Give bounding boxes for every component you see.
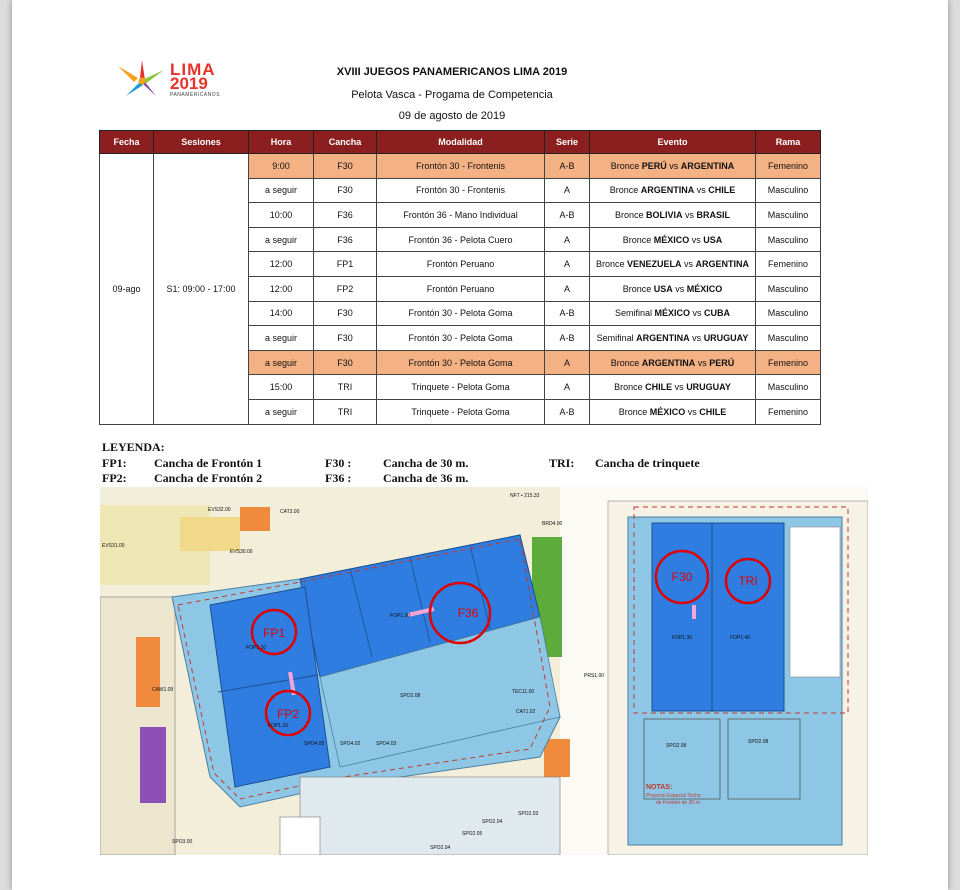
cell-cancha: TRI bbox=[314, 375, 377, 400]
cell-modalidad: Frontón 30 - Pelota Goma bbox=[377, 301, 545, 326]
cell-cancha: F30 bbox=[314, 178, 377, 203]
evento-fase: Bronce bbox=[614, 382, 643, 393]
plan-left-building bbox=[100, 597, 175, 855]
plan-orange-right bbox=[544, 739, 570, 777]
evento-equipo-a: MÉXICO bbox=[649, 406, 686, 417]
cell-rama: Femenino bbox=[756, 154, 821, 179]
cell-serie: A-B bbox=[545, 301, 590, 326]
cell-sesion: S1: 09:00 - 17:00 bbox=[154, 154, 249, 425]
cell-cancha: F30 bbox=[314, 326, 377, 351]
legend-title: LEYENDA: bbox=[102, 440, 165, 454]
cell-serie: A bbox=[545, 178, 590, 203]
evento-equipo-b: ARGENTINA bbox=[695, 259, 750, 270]
evento-equipo-b: URUGUAY bbox=[703, 332, 749, 343]
table-row bbox=[100, 154, 821, 179]
cell-modalidad: Frontón Peruano bbox=[377, 252, 545, 277]
court-label-tri: TRI bbox=[738, 574, 758, 588]
cell-hora: 9:00 bbox=[249, 154, 314, 179]
cell-modalidad: Frontón 36 - Mano Individual bbox=[377, 203, 545, 228]
plan-label-spo8: SPO2.04 bbox=[482, 819, 503, 825]
plan-purple-room bbox=[140, 727, 166, 803]
cell-serie: A bbox=[545, 375, 590, 400]
cell-modalidad: Trinquete - Pelota Goma bbox=[377, 375, 545, 400]
plan-label-spo7: SPO2.03 bbox=[518, 811, 539, 817]
cell-evento bbox=[590, 301, 756, 326]
plan-notes-title: NOTAS: bbox=[646, 784, 673, 791]
legend-code-f36: F36 : bbox=[325, 471, 352, 485]
cell-hora: a seguir bbox=[249, 178, 314, 203]
evento-equipo-a: ARGENTINA bbox=[640, 185, 695, 196]
evento-equipo-b: ARGENTINA bbox=[680, 160, 735, 171]
court-label-f36: F36 bbox=[457, 606, 479, 620]
cell-serie: A bbox=[545, 227, 590, 252]
evento-vs: vs bbox=[687, 406, 697, 417]
cell-evento bbox=[590, 154, 756, 179]
evento-vs: vs bbox=[669, 160, 679, 171]
legend-desc-fp1: Cancha de Frontón 1 bbox=[154, 456, 263, 470]
document-date: 09 de agosto de 2019 bbox=[398, 110, 506, 122]
cell-cancha: F30 bbox=[314, 350, 377, 375]
plan-notes-line-1: Proyecto Especial Techo bbox=[646, 793, 701, 799]
cell-rama: Masculino bbox=[756, 203, 821, 228]
evento-equipo-a: CHILE bbox=[645, 382, 673, 393]
cell-cancha: FP1 bbox=[314, 252, 377, 277]
plan-label-spo4: SPO4.05 bbox=[304, 741, 325, 747]
evento-fase: Bronce bbox=[614, 209, 644, 220]
evento-vs: vs bbox=[697, 357, 707, 368]
plan-label-tec: TEC11.00 bbox=[512, 689, 535, 695]
cell-cancha: F36 bbox=[314, 203, 377, 228]
cell-modalidad: Frontón 36 - Pelota Cuero bbox=[377, 227, 545, 252]
plan-label-spo6: SPO4.03 bbox=[376, 741, 397, 747]
cell-rama: Masculino bbox=[756, 178, 821, 203]
evento-vs: vs bbox=[696, 185, 706, 196]
plan-spo-room-2 bbox=[728, 719, 800, 799]
evento-fase: Bronce bbox=[618, 406, 648, 417]
logo-word: LIMA bbox=[170, 60, 216, 79]
cell-hora: a seguir bbox=[249, 227, 314, 252]
evento-vs: vs bbox=[675, 283, 685, 294]
cell-hora: 12:00 bbox=[249, 276, 314, 301]
cell-evento bbox=[590, 375, 756, 400]
evento-equipo-a: USA bbox=[653, 283, 673, 294]
col-header-sesiones: Sesiones bbox=[154, 131, 249, 154]
plan-bottom-room-a bbox=[280, 817, 320, 855]
evento-equipo-a: ARGENTINA bbox=[641, 357, 696, 368]
col-header-rama: Rama bbox=[756, 131, 821, 154]
cell-modalidad: Frontón Peruano bbox=[377, 276, 545, 301]
cell-serie: A-B bbox=[545, 326, 590, 351]
plan-label-spo5: SPO4.02 bbox=[340, 741, 361, 747]
logo-year: 2019 bbox=[170, 74, 208, 93]
plan-label-spo10: SPO3.00 bbox=[172, 839, 193, 845]
evento-equipo-a: VENEZUELA bbox=[627, 259, 682, 270]
col-header-cancha: Cancha bbox=[314, 131, 377, 154]
cell-rama: Masculino bbox=[756, 375, 821, 400]
evento-equipo-a: ARGENTINA bbox=[636, 332, 690, 343]
legend-desc-tri: Cancha de trinquete bbox=[595, 456, 700, 470]
cell-modalidad: Frontón 30 - Frontenis bbox=[377, 178, 545, 203]
evento-fase: Bronce bbox=[622, 234, 652, 245]
cell-hora: 15:00 bbox=[249, 375, 314, 400]
plan-orange-block bbox=[240, 507, 270, 531]
cell-hora: a seguir bbox=[249, 399, 314, 424]
cell-modalidad: Frontón 30 - Pelota Goma bbox=[377, 326, 545, 351]
plan-label-caw: CAW1.09 bbox=[152, 687, 174, 693]
cell-serie: A-B bbox=[545, 399, 590, 424]
legend-code-tri: TRI: bbox=[549, 456, 575, 470]
evento-fase: Bronce bbox=[610, 160, 640, 171]
cell-fecha: 09-ago bbox=[100, 154, 154, 425]
cell-rama: Femenino bbox=[756, 350, 821, 375]
court-label-fp1: FP1 bbox=[262, 626, 286, 640]
cell-rama: Femenino bbox=[756, 399, 821, 424]
cell-serie: A bbox=[545, 276, 590, 301]
cell-cancha: FP2 bbox=[314, 276, 377, 301]
evento-fase: Bronce bbox=[622, 283, 652, 294]
plan-label-evs1: EVS32.00 bbox=[208, 507, 231, 513]
evento-equipo-b: URUGUAY bbox=[686, 382, 731, 393]
plan-label-spo11: SPO2.04 bbox=[430, 845, 451, 851]
col-header-fecha: Fecha bbox=[100, 131, 154, 154]
cell-hora: a seguir bbox=[249, 326, 314, 351]
cell-evento bbox=[590, 227, 756, 252]
cell-hora: 14:00 bbox=[249, 301, 314, 326]
plan-label-prs: PRS1.00 bbox=[584, 673, 605, 679]
evento-vs: vs bbox=[685, 209, 695, 220]
venue-floor-plan bbox=[100, 487, 868, 855]
legend-desc-f36: Cancha de 36 m. bbox=[383, 471, 469, 485]
evento-equipo-a: BOLIVIA bbox=[646, 209, 683, 220]
plan-right-rooms bbox=[790, 527, 840, 677]
document-title: XVIII JUEGOS PANAMERICANOS LIMA 2019 bbox=[336, 66, 568, 78]
plan-notes-line-2: de Frontón de 30 m. bbox=[656, 800, 702, 806]
plan-label-spo1: SPO2.08 bbox=[400, 693, 421, 699]
legend-desc-fp2: Cancha de Frontón 2 bbox=[154, 471, 263, 485]
evento-equipo-a: PERÚ bbox=[641, 160, 667, 171]
plan-label-fop1: FOP1.10 bbox=[246, 645, 267, 651]
cell-cancha: F36 bbox=[314, 227, 377, 252]
plan-label-cat1: CAT3.00 bbox=[280, 509, 300, 515]
evento-vs: vs bbox=[691, 234, 701, 245]
plan-label-spo2: SPO2.08 bbox=[666, 743, 687, 749]
cell-hora: 12:00 bbox=[249, 252, 314, 277]
table-header-row bbox=[100, 131, 821, 154]
logo-sub: PANAMERICANOS bbox=[170, 92, 221, 98]
legend-desc-f30: Cancha de 30 m. bbox=[383, 456, 469, 470]
plan-label-spo9: SPO2.05 bbox=[462, 831, 483, 837]
evento-equipo-a: MÉXICO bbox=[653, 234, 690, 245]
legend-code-f30: F30 : bbox=[325, 456, 352, 470]
col-header-serie: Serie bbox=[545, 131, 590, 154]
evento-equipo-b: BRASIL bbox=[696, 209, 731, 220]
evento-equipo-b: CHILE bbox=[699, 406, 727, 417]
legend-code-fp2: FP2: bbox=[102, 471, 127, 485]
evento-equipo-b: MÉXICO bbox=[686, 283, 723, 294]
cell-serie: A bbox=[545, 350, 590, 375]
col-header-hora: Hora bbox=[249, 131, 314, 154]
cell-evento bbox=[590, 178, 756, 203]
schedule-table bbox=[99, 130, 821, 425]
evento-equipo-b: CUBA bbox=[704, 308, 731, 319]
cell-serie: A-B bbox=[545, 203, 590, 228]
cell-evento bbox=[590, 326, 756, 351]
cell-evento bbox=[590, 203, 756, 228]
document-subtitle: Pelota Vasca - Progama de Competencia bbox=[351, 89, 553, 101]
plan-label-evs2: EVS31.00 bbox=[102, 543, 125, 549]
evento-equipo-b: PERÚ bbox=[709, 357, 735, 368]
evento-vs: vs bbox=[692, 332, 702, 343]
plan-label-brd: BRD4.00 bbox=[542, 521, 563, 527]
evento-fase: Semifinal bbox=[614, 308, 652, 319]
plan-yellow-block bbox=[180, 517, 240, 551]
cell-serie: A-B bbox=[545, 154, 590, 179]
plan-label-fop3: FOP1.30 bbox=[672, 635, 693, 641]
evento-equipo-b: CHILE bbox=[708, 185, 736, 196]
plan-label-evs3: EVS30.00 bbox=[230, 549, 253, 555]
cell-serie: A bbox=[545, 252, 590, 277]
cell-hora: a seguir bbox=[249, 350, 314, 375]
plan-label-fop2: FOP1.20 bbox=[390, 613, 411, 619]
lima-2019-logo bbox=[112, 58, 242, 100]
cell-modalidad: Trinquete - Pelota Goma bbox=[377, 399, 545, 424]
col-header-evento: Evento bbox=[590, 131, 756, 154]
logo-star-icon bbox=[112, 58, 170, 100]
court-f30-tri bbox=[652, 523, 784, 711]
plan-orange-stair-top bbox=[136, 637, 160, 707]
evento-vs: vs bbox=[684, 259, 694, 270]
evento-equipo-b: USA bbox=[703, 234, 723, 245]
evento-fase: Bronce bbox=[610, 357, 640, 368]
court-label-fp2: FP2 bbox=[276, 707, 300, 721]
cell-rama: Masculino bbox=[756, 227, 821, 252]
cell-rama: Masculino bbox=[756, 326, 821, 351]
cell-evento bbox=[590, 276, 756, 301]
cell-hora: 10:00 bbox=[249, 203, 314, 228]
evento-vs: vs bbox=[692, 308, 702, 319]
cell-evento bbox=[590, 252, 756, 277]
plan-label-fop4: FOP1.40 bbox=[730, 635, 751, 641]
evento-fase: Bronce bbox=[595, 259, 625, 270]
cell-evento bbox=[590, 350, 756, 375]
cell-cancha: F30 bbox=[314, 154, 377, 179]
cell-evento bbox=[590, 399, 756, 424]
evento-equipo-a: MÉXICO bbox=[654, 308, 690, 319]
col-header-modalidad: Modalidad bbox=[377, 131, 545, 154]
cell-cancha: TRI bbox=[314, 399, 377, 424]
plan-label-nft: NFT • 215.33 bbox=[510, 493, 540, 499]
cell-rama: Femenino bbox=[756, 252, 821, 277]
evento-fase: Bronce bbox=[609, 185, 639, 196]
cell-rama: Masculino bbox=[756, 301, 821, 326]
plan-label-cat2: CAT1.02 bbox=[516, 709, 536, 715]
document-page bbox=[12, 0, 948, 890]
cell-modalidad: Frontón 30 - Pelota Goma bbox=[377, 350, 545, 375]
plan-label-fop-fp2: FOP1.10 bbox=[268, 723, 289, 729]
court-label-f30: F30 bbox=[671, 570, 693, 584]
cell-cancha: F30 bbox=[314, 301, 377, 326]
evento-fase: Semifinal bbox=[596, 332, 634, 343]
cell-modalidad: Frontón 30 - Frontenis bbox=[377, 154, 545, 179]
plan-label-spo3: SPO2.08 bbox=[748, 739, 769, 745]
legend-code-fp1: FP1: bbox=[102, 456, 127, 470]
evento-vs: vs bbox=[674, 382, 684, 393]
cell-rama: Masculino bbox=[756, 276, 821, 301]
